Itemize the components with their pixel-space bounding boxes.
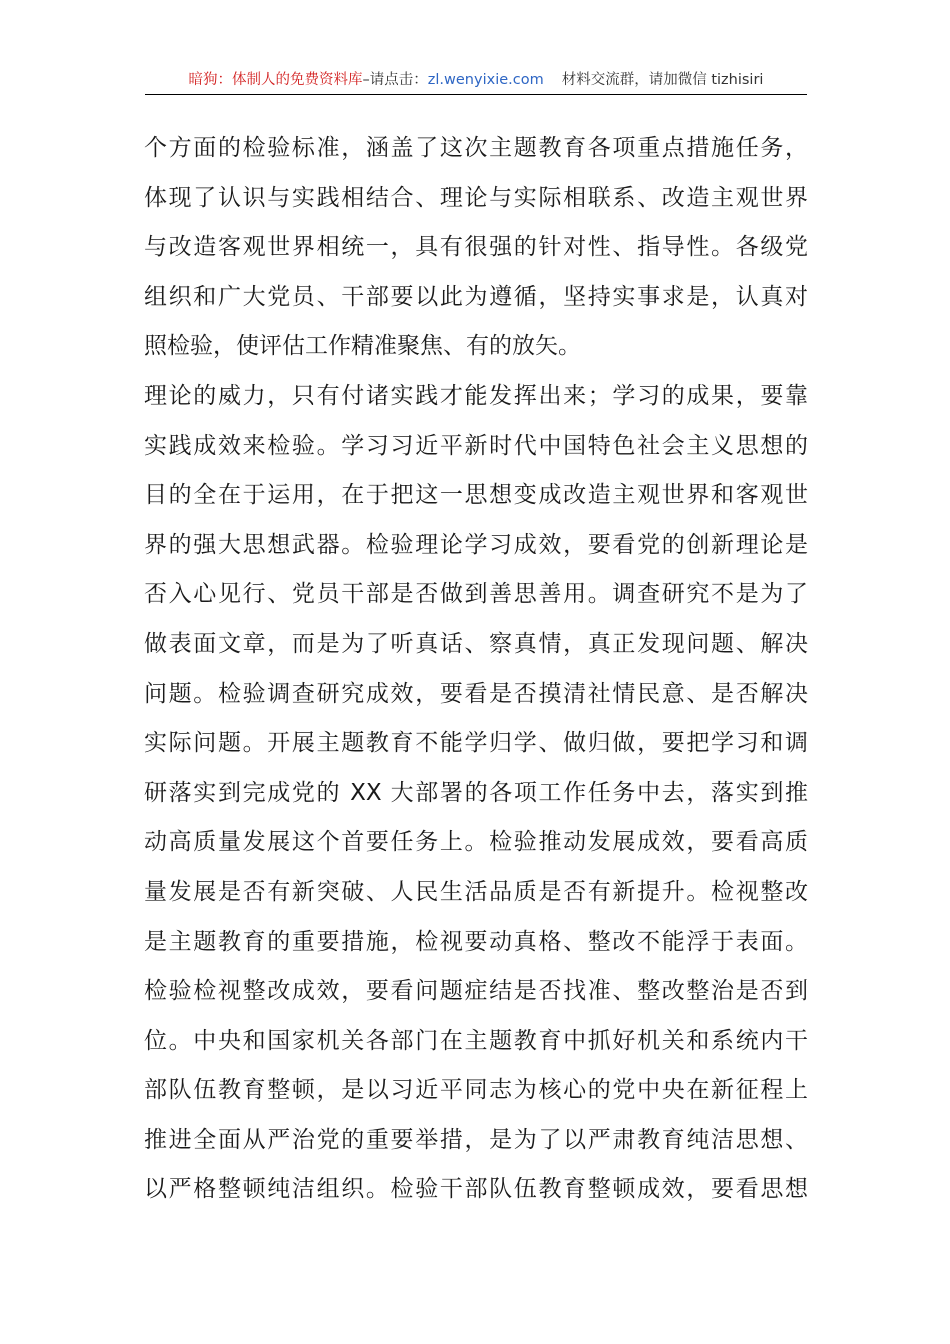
text-line: 检验检视整改成效，要看问题症结是否找准、整改整治是否到 [144, 978, 808, 1005]
text-line: 个方面的检验标准，涵盖了这次主题教育各项重点措施任务， [144, 135, 808, 161]
text-line: 做表面文章，而是为了听真话、察真情，真正发现问题、解决 [144, 630, 808, 657]
text-line: 目的全在于运用，在于把这一思想变成改造主观世界和客观世 [144, 482, 808, 509]
text-line: 理论的威力，只有付诸实践才能发挥出来；学习的成果，要靠 [144, 382, 808, 409]
text-line: 研落实到完成党的 XX 大部署的各项工作任务中去，落实到推 [144, 779, 808, 806]
text-line: 实践成效来检验。学习习近平新时代中国特色社会主义思想的 [144, 432, 808, 459]
document-body [144, 124, 808, 1215]
text-line: 量发展是否有新突破、人民生活品质是否有新提升。检视整改 [144, 878, 808, 905]
text-line: 问题。检验调查研究成效，要看是否摸清社情民意、是否解决 [144, 680, 808, 707]
text-line: 部队伍教育整顿，是以习近平同志为核心的党中央在新征程上 [144, 1077, 808, 1104]
header-contact: 材料交流群，请加微信 tizhisiri [561, 72, 764, 88]
header-brand: 暗狗：体制人的免费资料库 [188, 72, 363, 88]
text-line: 实际问题。开展主题教育不能学归学、做归做，要把学习和调 [144, 730, 808, 757]
page-header [145, 68, 807, 95]
text-line: 以严格整顿纯洁组织。检验干部队伍教育整顿成效，要看思想 [144, 1176, 808, 1203]
text-line: 推进全面从严治党的重要举措，是为了以严肃教育纯洁思想、 [144, 1126, 808, 1153]
text-line: 是主题教育的重要措施，检视要动真格、整改不能浮于表面。 [144, 928, 808, 955]
text-line: 位。中央和国家机关各部门在主题教育中抓好机关和系统内干 [144, 1027, 808, 1054]
text-line: 界的强大思想武器。检验理论学习成效，要看党的创新理论是 [144, 531, 808, 558]
text-line: 动高质量发展这个首要任务上。检验推动发展成效，要看高质 [144, 829, 808, 856]
text-line: 组织和广大党员、干部要以此为遵循，坚持实事求是，认真对 [144, 283, 808, 310]
text-line: 体现了认识与实践相结合、理论与实际相联系、改造主观世界 [144, 184, 808, 211]
text-line: 照检验，使评估工作精准聚焦、有的放矢。 [144, 333, 581, 360]
text-line: 否入心见行、党员干部是否做到善思善用。调查研究不是为了 [144, 581, 808, 608]
text-line: 与改造客观世界相统一，具有很强的针对性、指导性。各级党 [144, 234, 808, 261]
header-prompt: –请点击： [362, 72, 428, 88]
header-link[interactable]: zl.wenyixie.com [427, 72, 544, 88]
